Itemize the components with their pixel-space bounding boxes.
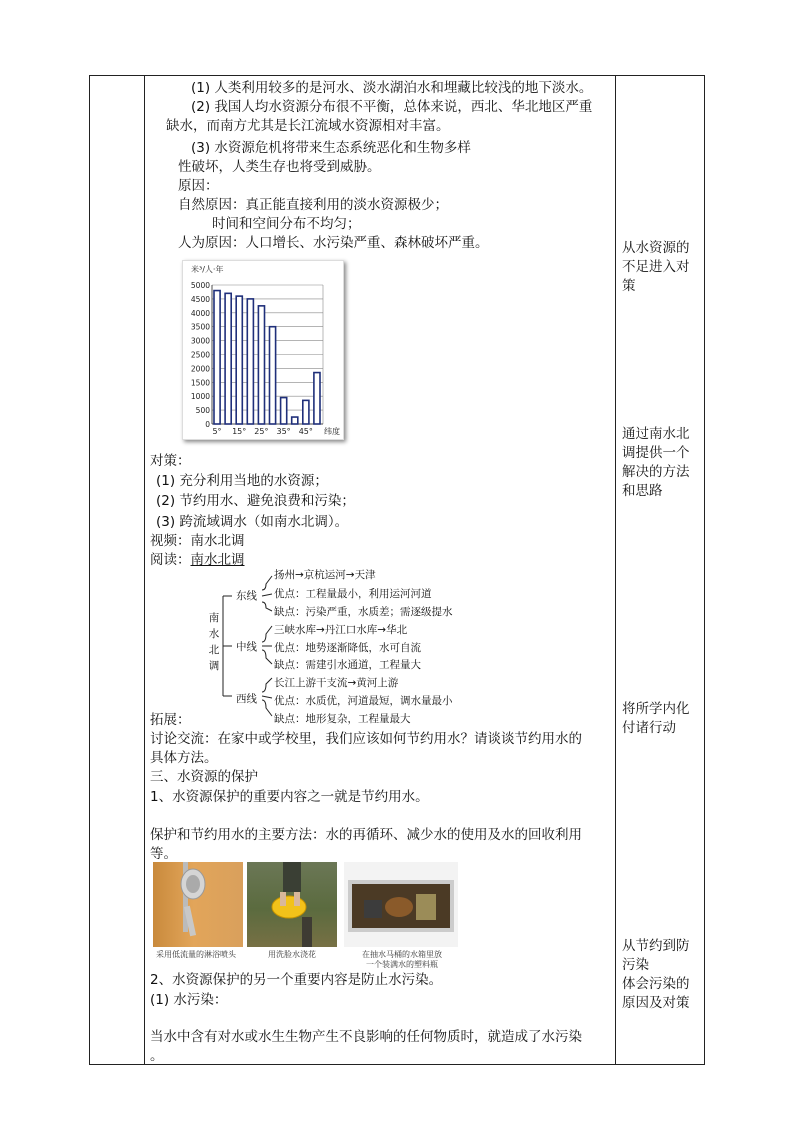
discuss-line1: 讨论交流：在家中或学校里，我们应该如何节约用水？请谈谈节约用水的: [150, 731, 582, 747]
toilet-caption: 在抽水马桶的水箱里放一个装满水的塑料瓶: [362, 950, 442, 969]
west-route-path: 长江上游干支流→黄河上游: [274, 677, 399, 689]
side-note-1: 从水资源的不足进入对策: [622, 240, 690, 294]
y-tick-label: 2000: [190, 364, 210, 374]
bar: [214, 291, 220, 424]
protect-point-1: 1、水资源保护的重要内容之一就是节约用水。: [150, 789, 429, 805]
side-note-3: 将所学内化付诸行动: [622, 701, 690, 736]
point-2-line2: 缺水，而南方尤其是长江流域水资源相对丰富。: [166, 118, 450, 134]
y-tick-label: 3000: [190, 336, 210, 346]
middle-route-pros: 优点：地势逐渐降低，水可自流: [274, 642, 421, 654]
natural-reason-1: 自然原因：真正能直接利用的淡水资源极少；: [178, 197, 448, 213]
y-tick-label: 4000: [190, 308, 210, 318]
protect-point-2: 2、水资源保护的另一个重要内容是防止水污染。: [150, 972, 443, 988]
bar: [269, 327, 275, 424]
bar: [225, 293, 231, 424]
measure-2: (2) 节约用水、避免浪费和污染；: [156, 493, 355, 509]
x-tick-label: 5°: [212, 427, 222, 436]
watering-photo: [247, 862, 337, 947]
bar: [258, 306, 264, 424]
bar: [281, 398, 287, 424]
human-reason: 人为原因：人口增长、水污染严重、森林破坏严重。: [178, 235, 489, 251]
methods-line1: 保护和节约用水的主要方法：水的再循环、减少水的使用及水的回收利用: [150, 827, 582, 843]
y-tick-label: 1500: [190, 378, 210, 388]
pollution-definition-line1: 当水中含有对水或水生生物产生不良影响的任何物质时，就造成了水污染: [150, 1029, 582, 1045]
discuss-line2: 具体方法。: [150, 750, 218, 766]
y-axis-title: 米³/人·年: [191, 265, 224, 274]
bar: [292, 417, 298, 424]
tree-root-char: 北: [208, 644, 220, 656]
east-route-pros: 优点：工程量最小，利用运河河道: [274, 588, 432, 600]
west-route-label: 西线: [236, 693, 257, 705]
toilet-tank-photo: [344, 862, 458, 947]
east-route-cons: 缺点：污染严重，水质差；需逐级提水: [274, 606, 453, 618]
shower-caption: 采用低流量的淋浴喷头: [156, 950, 236, 959]
point-3-line2: 性破坏，人类生存也将受到威胁。: [178, 159, 381, 175]
column-divider-left: [144, 75, 145, 1065]
middle-route-cons: 缺点：需建引水通道，工程量大: [274, 659, 421, 671]
measures-heading: 对策：: [150, 453, 191, 469]
read-label: 阅读：: [150, 552, 191, 568]
shower-photo: [153, 862, 243, 947]
read-link[interactable]: 南水北调: [190, 552, 245, 568]
side-note-4b: 体会污染的原因及对策: [622, 976, 690, 1011]
x-tick-label: 15°: [232, 427, 247, 436]
measure-3: (3) 跨流域调水（如南水北调）。: [156, 514, 349, 530]
bar-chart-svg: [183, 261, 343, 439]
x-tick-label: 45°: [298, 427, 313, 436]
measure-1: (1) 充分利用当地的水资源；: [156, 473, 328, 489]
toilet-tank-icon: [344, 862, 458, 947]
west-route-cons: 缺点：地形复杂，工程量最大: [274, 713, 411, 725]
point-3-line1: (3) 水资源危机将带来生态系统恶化和生物多样: [191, 140, 471, 156]
bar: [303, 400, 309, 424]
x-tick-label: 35°: [276, 427, 291, 436]
column-divider-right: [615, 75, 616, 1065]
bar: [236, 296, 242, 424]
side-note-4a: 从节约到防污染: [622, 938, 690, 973]
bar: [247, 299, 253, 424]
reason-heading: 原因：: [178, 178, 219, 194]
watering-caption: 用洗脸水浇花: [268, 950, 316, 959]
basin-icon: [247, 862, 337, 947]
y-tick-label: 4500: [190, 294, 210, 304]
read-line: [150, 551, 245, 570]
water-per-capita-chart: [182, 260, 344, 440]
y-tick-label: 0: [205, 420, 210, 429]
y-tick-label: 500: [195, 406, 210, 416]
middle-route-label: 中线: [236, 641, 257, 653]
shower-head-icon: [153, 862, 243, 947]
y-tick-label: 5000: [190, 281, 210, 290]
x-tick-label: 25°: [254, 427, 269, 436]
y-tick-label: 2500: [190, 350, 210, 360]
pollution-definition-line2: 。: [150, 1048, 164, 1064]
water-pollution-heading: (1) 水污染：: [150, 992, 228, 1008]
side-note-4: [622, 937, 702, 1013]
middle-route-path: 三峡水库→丹江口水库→华北: [274, 624, 408, 636]
x-axis-title: 纬度: [324, 427, 340, 436]
methods-line2: 等。: [150, 846, 177, 862]
bar: [314, 373, 320, 424]
video-line: 视频：南水北调: [150, 533, 245, 549]
tree-root-char: 南: [208, 612, 220, 624]
point-1: (1) 人类利用较多的是河水、淡水湖泊水和埋藏比较浅的地下淡水。: [191, 80, 593, 96]
east-route-path: 扬州→京杭运河→天津: [274, 569, 376, 581]
tree-root-char: 水: [208, 628, 220, 640]
point-2-line1: (2) 我国人均水资源分布很不平衡，总体来说，西北、华北地区严重: [191, 99, 593, 115]
east-route-label: 东线: [236, 590, 257, 602]
side-note-2: 通过南水北调提供一个解决的方法和思路: [622, 426, 690, 499]
extend-heading: 拓展：: [150, 712, 191, 728]
tree-root: [208, 610, 220, 674]
section-3-heading: 三、水资源的保护: [150, 769, 258, 785]
tree-root-char: 调: [208, 660, 220, 672]
west-route-pros: 优点：水质优，河道最短，调水量最小: [274, 695, 453, 707]
y-tick-label: 1000: [190, 392, 210, 402]
natural-reason-2: 时间和空间分布不均匀；: [212, 216, 361, 232]
y-tick-label: 3500: [190, 322, 210, 332]
